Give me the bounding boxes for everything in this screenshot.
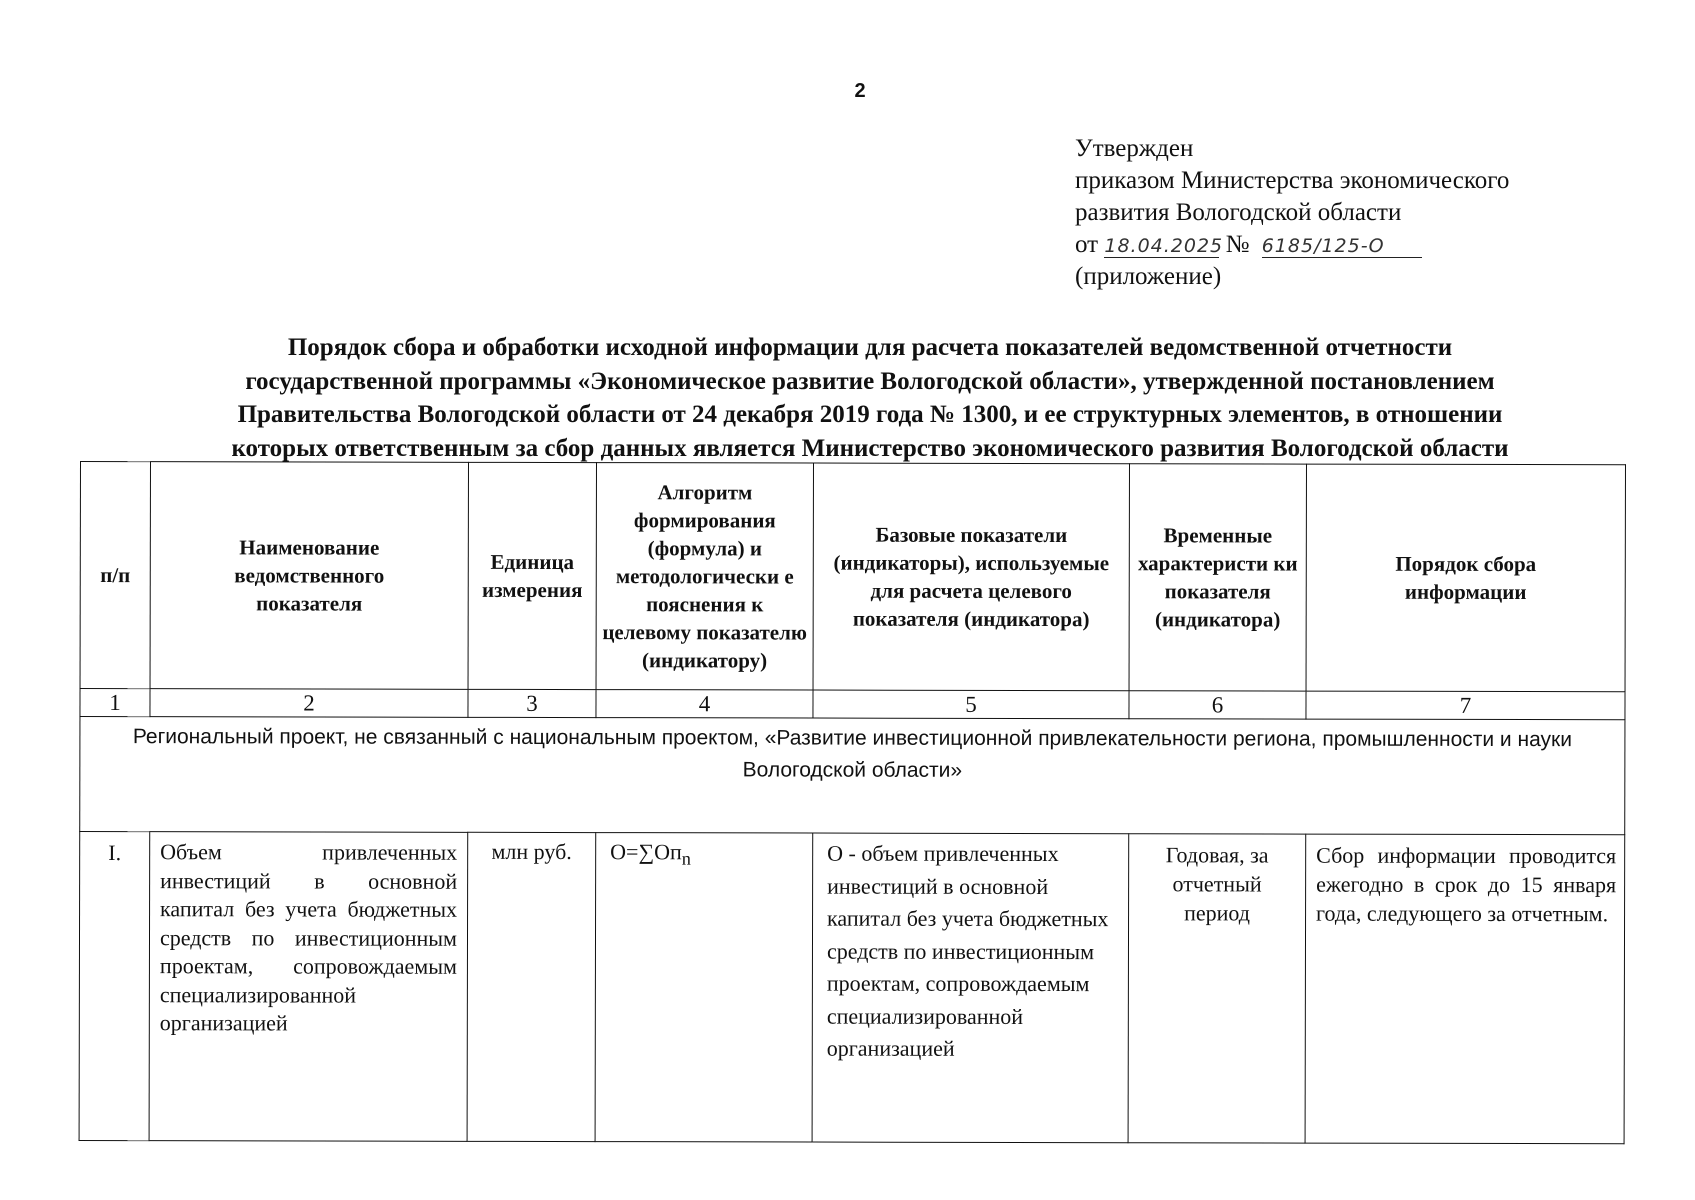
column-number-row	[80, 689, 1625, 720]
indicators-table	[79, 461, 1626, 1144]
column-number: 6	[1129, 691, 1306, 719]
approval-stamp-block	[1075, 133, 1509, 293]
document-title	[110, 331, 1630, 465]
column-number: 5	[813, 690, 1129, 719]
formula-main: О=∑Оп	[610, 839, 682, 865]
number-prefix: №	[1225, 231, 1250, 258]
table-header-row	[80, 462, 1625, 692]
title-line-2: государственной программы «Экономическое развитие Вологодской области», утвержденной постановлением	[245, 367, 1495, 395]
header-unit: Единица измерения	[468, 462, 596, 689]
header-base-indicators: Базовые показатели (индикаторы), используемые для расчета целевого показателя (индикатора)	[813, 463, 1129, 691]
row-indicator-name: Объем привлеченных инвестиций в основной капитал без учета бюджетных средств по инвестиционным проектам, сопровождаемым специализированной организацией	[149, 832, 468, 1142]
approval-line-approved: Утвержден	[1075, 135, 1194, 162]
header-indicator-name: Наименование ведомственного показателя	[150, 462, 468, 690]
title-line-3: Правительства Вологодской области от 24 декабря 2019 года № 1300, и ее структурных элементов, в отношении	[237, 401, 1503, 428]
row-base-indicators: О - объем привлеченных инвестиций в основной капитал без учета бюджетных средств по инвестиционным проектам, сопровождаемым специализированной организацией	[812, 833, 1129, 1143]
column-number: 2	[150, 689, 468, 718]
row-unit: млн руб.	[467, 832, 596, 1141]
header-time-characteristics: Временные характеристи ки показателя (индикатора)	[1129, 464, 1306, 691]
row-formula	[595, 833, 813, 1142]
handwritten-date: 18.04.2025	[1104, 235, 1224, 257]
formula-subscript: n	[681, 848, 692, 869]
header-algorithm: Алгоритм формирования (формула) и методологически е пояснения к целевому показателю (индикатору)	[596, 463, 813, 690]
title-line-4: которых ответственным за сбор данных является Министерство экономического развития Вологодской области	[231, 434, 1509, 462]
section-row	[80, 717, 1625, 835]
date-prefix: от	[1075, 231, 1099, 258]
section-title: Региональный проект, не связанный с национальным проектом, «Развитие инвестиционной привлекательности региона, промышленности и науки Вологодской области»	[80, 717, 1625, 835]
title-line-1: Порядок сбора и обработки исходной информации для расчета показателей ведомственной отчетности	[287, 334, 1453, 361]
row-collection-order: Сбор информации проводится ежегодно в срок до 15 января года, следующего за отчетным.	[1305, 834, 1625, 1144]
header-number: п/п	[80, 462, 150, 689]
column-number: 4	[596, 690, 813, 718]
approval-line-ministry: развития Вологодской области	[1075, 199, 1402, 226]
approval-line-date-number	[1075, 229, 1509, 261]
page-number: 2	[854, 80, 866, 102]
column-number: 3	[468, 689, 596, 717]
header-collection-order: Порядок сбора информации	[1306, 464, 1625, 692]
table-row	[79, 832, 1625, 1144]
approval-line-appendix: (приложение)	[1075, 263, 1222, 290]
handwritten-number: 6185/125-О	[1262, 235, 1422, 258]
column-number: 1	[80, 689, 150, 717]
row-time-characteristics: Годовая, за отчетный период	[1128, 834, 1306, 1143]
row-number: I.	[79, 832, 150, 1141]
approval-line-order: приказом Министерства экономического	[1075, 167, 1510, 194]
column-number: 7	[1306, 691, 1625, 720]
